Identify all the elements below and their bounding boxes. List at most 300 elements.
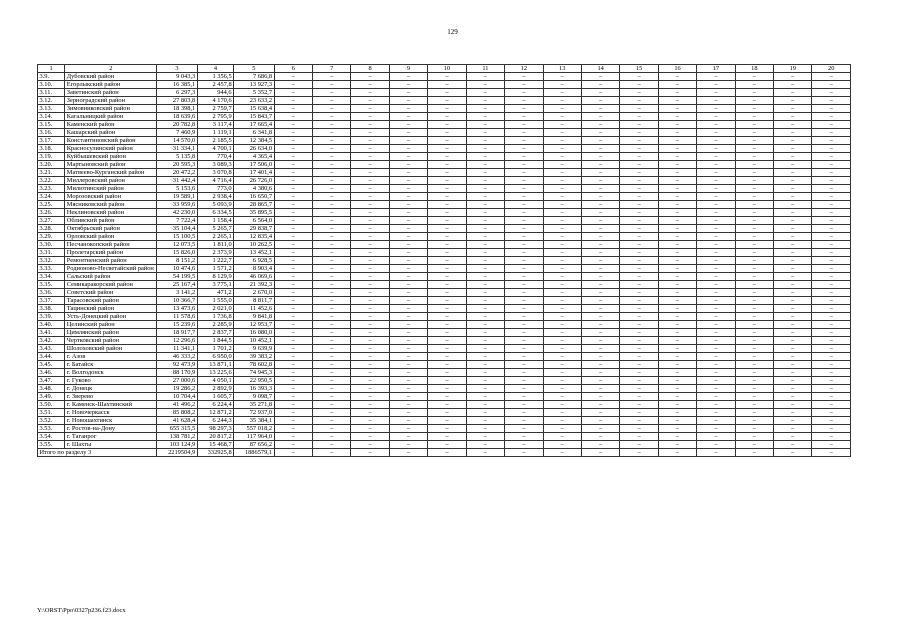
row-number: 3.17.: [38, 137, 65, 145]
district-name: Заветинский район: [65, 89, 157, 97]
empty-cell: –: [313, 433, 351, 441]
empty-cell: –: [389, 401, 427, 409]
empty-cell: –: [313, 441, 351, 449]
empty-cell: –: [466, 257, 504, 265]
empty-cell: –: [735, 369, 773, 377]
empty-cell: –: [620, 217, 658, 225]
regional-value: 2 892,9: [197, 385, 233, 393]
empty-cell: –: [620, 89, 658, 97]
empty-cell: –: [428, 305, 466, 313]
empty-cell: –: [620, 209, 658, 217]
empty-cell: –: [274, 241, 312, 249]
empty-cell: –: [389, 281, 427, 289]
empty-cell: –: [812, 121, 851, 129]
empty-cell: –: [466, 193, 504, 201]
empty-cell: –: [505, 433, 543, 441]
empty-cell: –: [697, 273, 735, 281]
empty-cell: –: [428, 401, 466, 409]
regional-value: 3 089,3: [197, 161, 233, 169]
empty-cell: –: [389, 305, 427, 313]
empty-cell: –: [812, 209, 851, 217]
row-number: 3.45.: [38, 361, 65, 369]
empty-cell: –: [466, 393, 504, 401]
local-value: 4 380,6: [234, 185, 274, 193]
empty-cell: –: [351, 289, 389, 297]
empty-cell: –: [351, 169, 389, 177]
total-value: 25 167,4: [157, 281, 197, 289]
empty-cell: –: [428, 273, 466, 281]
empty-cell: –: [351, 305, 389, 313]
empty-cell: –: [543, 177, 581, 185]
row-number: 3.20.: [38, 161, 65, 169]
empty-cell: –: [735, 145, 773, 153]
empty-cell: –: [505, 73, 543, 81]
empty-cell: –: [812, 337, 851, 345]
empty-cell: –: [543, 401, 581, 409]
table-row: [38, 401, 851, 409]
total-value: 11 578,6: [157, 313, 197, 321]
empty-cell: –: [466, 233, 504, 241]
local-value: 26 634,0: [234, 145, 274, 153]
total-value: 20 782,8: [157, 121, 197, 129]
empty-cell: –: [313, 209, 351, 217]
local-value: 6 928,5: [234, 257, 274, 265]
local-value: 9 841,8: [234, 313, 274, 321]
empty-cell: –: [774, 81, 812, 89]
empty-cell: –: [274, 89, 312, 97]
district-name: г. Новочеркасск: [65, 409, 157, 417]
empty-cell: –: [581, 401, 619, 409]
row-number: 3.13.: [38, 105, 65, 113]
empty-cell: –: [774, 425, 812, 433]
row-number: 3.53.: [38, 425, 65, 433]
district-name: Цимлянский район: [65, 329, 157, 337]
regional-value: 2 021,0: [197, 305, 233, 313]
table-row: [38, 153, 851, 161]
empty-cell: –: [543, 209, 581, 217]
empty-cell: –: [313, 81, 351, 89]
empty-cell: –: [735, 249, 773, 257]
local-value: 1886579,1: [234, 449, 274, 457]
district-name: г. Батайск: [65, 361, 157, 369]
total-value: 18 398,1: [157, 105, 197, 113]
empty-cell: –: [658, 273, 696, 281]
empty-cell: –: [812, 449, 851, 457]
empty-cell: –: [428, 169, 466, 177]
empty-cell: –: [389, 329, 427, 337]
table-row: [38, 241, 851, 249]
empty-cell: –: [466, 401, 504, 409]
empty-cell: –: [505, 177, 543, 185]
empty-cell: –: [313, 113, 351, 121]
empty-cell: –: [620, 241, 658, 249]
empty-cell: –: [351, 401, 389, 409]
table-row: [38, 433, 851, 441]
empty-cell: –: [389, 225, 427, 233]
empty-cell: –: [581, 321, 619, 329]
empty-cell: –: [543, 377, 581, 385]
table-row: [38, 305, 851, 313]
empty-cell: –: [466, 313, 504, 321]
empty-cell: –: [774, 273, 812, 281]
empty-cell: –: [466, 305, 504, 313]
empty-cell: –: [428, 145, 466, 153]
empty-cell: –: [428, 153, 466, 161]
empty-cell: –: [581, 441, 619, 449]
empty-cell: –: [505, 233, 543, 241]
regional-value: 471,2: [197, 289, 233, 297]
empty-cell: –: [774, 89, 812, 97]
regional-value: 1 119,1: [197, 129, 233, 137]
empty-cell: –: [581, 377, 619, 385]
empty-cell: –: [581, 217, 619, 225]
row-number: 3.37.: [38, 297, 65, 305]
empty-cell: –: [735, 409, 773, 417]
local-value: 7 686,8: [234, 73, 274, 81]
empty-cell: –: [428, 81, 466, 89]
empty-cell: –: [274, 257, 312, 265]
row-number: 3.49.: [38, 393, 65, 401]
empty-cell: –: [274, 161, 312, 169]
empty-cell: –: [620, 369, 658, 377]
total-value: 10 704,4: [157, 393, 197, 401]
district-name: Неклиновский район: [65, 209, 157, 217]
empty-cell: –: [812, 177, 851, 185]
empty-cell: –: [466, 337, 504, 345]
empty-cell: –: [735, 393, 773, 401]
empty-cell: –: [313, 273, 351, 281]
empty-cell: –: [389, 209, 427, 217]
column-number: 3: [157, 65, 197, 73]
empty-cell: –: [774, 441, 812, 449]
empty-cell: –: [581, 305, 619, 313]
empty-cell: –: [620, 273, 658, 281]
empty-cell: –: [505, 161, 543, 169]
row-number: 3.43.: [38, 345, 65, 353]
row-number: 3.32.: [38, 257, 65, 265]
empty-cell: –: [581, 345, 619, 353]
empty-cell: –: [351, 225, 389, 233]
empty-cell: –: [389, 73, 427, 81]
local-value: 8 903,4: [234, 265, 274, 273]
empty-cell: –: [505, 209, 543, 217]
empty-cell: –: [581, 225, 619, 233]
empty-cell: –: [658, 449, 696, 457]
empty-cell: –: [351, 425, 389, 433]
local-value: 15 638,4: [234, 105, 274, 113]
row-number: 3.46.: [38, 369, 65, 377]
empty-cell: –: [581, 329, 619, 337]
empty-cell: –: [505, 417, 543, 425]
empty-cell: –: [505, 441, 543, 449]
table-row: [38, 313, 851, 321]
total-value: 92 473,9: [157, 361, 197, 369]
regional-value: 13 871,1: [197, 361, 233, 369]
empty-cell: –: [697, 449, 735, 457]
row-number: 3.9.: [38, 73, 65, 81]
empty-cell: –: [735, 89, 773, 97]
empty-cell: –: [697, 153, 735, 161]
empty-cell: –: [466, 113, 504, 121]
empty-cell: –: [735, 113, 773, 121]
empty-cell: –: [774, 73, 812, 81]
empty-cell: –: [774, 369, 812, 377]
regional-value: 6 224,4: [197, 401, 233, 409]
empty-cell: –: [774, 97, 812, 105]
empty-cell: –: [774, 321, 812, 329]
empty-cell: –: [812, 361, 851, 369]
empty-cell: –: [274, 289, 312, 297]
empty-cell: –: [351, 105, 389, 113]
district-name: Егорлыкский район: [65, 81, 157, 89]
empty-cell: –: [351, 433, 389, 441]
regional-value: 8 129,9: [197, 273, 233, 281]
district-name: Миллеровский район: [65, 177, 157, 185]
table-row: [38, 201, 851, 209]
total-value: 19 589,1: [157, 193, 197, 201]
empty-cell: –: [428, 137, 466, 145]
local-value: 23 633,2: [234, 97, 274, 105]
total-value: 27 803,8: [157, 97, 197, 105]
total-value: 6 297,3: [157, 89, 197, 97]
empty-cell: –: [812, 345, 851, 353]
table-row: [38, 257, 851, 265]
empty-cell: –: [697, 97, 735, 105]
column-number: 8: [351, 65, 389, 73]
table-row: [38, 161, 851, 169]
empty-cell: –: [774, 345, 812, 353]
row-number: 3.48.: [38, 385, 65, 393]
empty-cell: –: [466, 217, 504, 225]
empty-cell: –: [620, 449, 658, 457]
total-value: 7 460,9: [157, 129, 197, 137]
empty-cell: –: [543, 345, 581, 353]
empty-cell: –: [812, 329, 851, 337]
empty-cell: –: [274, 361, 312, 369]
empty-cell: –: [812, 425, 851, 433]
empty-cell: –: [658, 73, 696, 81]
empty-cell: –: [466, 369, 504, 377]
row-number: 3.50.: [38, 401, 65, 409]
empty-cell: –: [658, 129, 696, 137]
empty-cell: –: [735, 337, 773, 345]
district-name: Целинский район: [65, 321, 157, 329]
empty-cell: –: [351, 97, 389, 105]
regional-value: 2 265,1: [197, 233, 233, 241]
column-number: 16: [658, 65, 696, 73]
empty-cell: –: [313, 337, 351, 345]
empty-cell: –: [812, 417, 851, 425]
empty-cell: –: [428, 113, 466, 121]
empty-cell: –: [735, 105, 773, 113]
empty-cell: –: [274, 401, 312, 409]
empty-cell: –: [313, 153, 351, 161]
empty-cell: –: [274, 225, 312, 233]
total-value: 31 334,1: [157, 145, 197, 153]
empty-cell: –: [581, 385, 619, 393]
empty-cell: –: [505, 409, 543, 417]
empty-cell: –: [620, 97, 658, 105]
empty-cell: –: [581, 249, 619, 257]
empty-cell: –: [274, 385, 312, 393]
empty-cell: –: [774, 249, 812, 257]
empty-cell: –: [735, 129, 773, 137]
empty-cell: –: [274, 217, 312, 225]
empty-cell: –: [543, 393, 581, 401]
empty-cell: –: [658, 433, 696, 441]
empty-cell: –: [620, 361, 658, 369]
empty-cell: –: [658, 105, 696, 113]
empty-cell: –: [505, 321, 543, 329]
empty-cell: –: [274, 321, 312, 329]
empty-cell: –: [313, 401, 351, 409]
empty-cell: –: [428, 297, 466, 305]
local-value: 17 665,4: [234, 121, 274, 129]
empty-cell: –: [466, 353, 504, 361]
empty-cell: –: [351, 409, 389, 417]
empty-cell: –: [735, 193, 773, 201]
empty-cell: –: [313, 257, 351, 265]
empty-cell: –: [351, 257, 389, 265]
local-value: 117 964,0: [234, 433, 274, 441]
empty-cell: –: [658, 217, 696, 225]
total-value: 18 639,6: [157, 113, 197, 121]
empty-cell: –: [812, 161, 851, 169]
local-value: 12 835,4: [234, 233, 274, 241]
empty-cell: –: [389, 369, 427, 377]
table-row: [38, 329, 851, 337]
table-row: [38, 265, 851, 273]
empty-cell: –: [274, 425, 312, 433]
empty-cell: –: [620, 137, 658, 145]
empty-cell: –: [658, 81, 696, 89]
empty-cell: –: [697, 305, 735, 313]
empty-cell: –: [428, 217, 466, 225]
empty-cell: –: [543, 185, 581, 193]
total-value: 13 473,6: [157, 305, 197, 313]
row-number: 3.23.: [38, 185, 65, 193]
empty-cell: –: [697, 145, 735, 153]
empty-cell: –: [581, 433, 619, 441]
empty-cell: –: [351, 393, 389, 401]
empty-cell: –: [505, 193, 543, 201]
empty-cell: –: [658, 145, 696, 153]
empty-cell: –: [620, 281, 658, 289]
empty-cell: –: [389, 217, 427, 225]
empty-cell: –: [505, 297, 543, 305]
regional-value: 332925,8: [197, 449, 233, 457]
empty-cell: –: [351, 233, 389, 241]
empty-cell: –: [697, 377, 735, 385]
empty-cell: –: [658, 361, 696, 369]
regional-value: 1 701,2: [197, 345, 233, 353]
empty-cell: –: [543, 241, 581, 249]
local-value: 6 564,0: [234, 217, 274, 225]
empty-cell: –: [543, 97, 581, 105]
empty-cell: –: [543, 273, 581, 281]
empty-cell: –: [620, 265, 658, 273]
local-value: 16 393,3: [234, 385, 274, 393]
column-number: 1: [38, 65, 65, 73]
empty-cell: –: [812, 385, 851, 393]
empty-cell: –: [735, 361, 773, 369]
empty-cell: –: [620, 121, 658, 129]
empty-cell: –: [774, 137, 812, 145]
column-number: 4: [197, 65, 233, 73]
empty-cell: –: [313, 105, 351, 113]
total-value: 41 496,2: [157, 401, 197, 409]
column-number-row: [38, 65, 851, 73]
empty-cell: –: [543, 153, 581, 161]
empty-cell: –: [543, 425, 581, 433]
empty-cell: –: [351, 449, 389, 457]
row-number: 3.28.: [38, 225, 65, 233]
empty-cell: –: [620, 441, 658, 449]
empty-cell: –: [735, 81, 773, 89]
empty-cell: –: [735, 137, 773, 145]
empty-cell: –: [505, 401, 543, 409]
empty-cell: –: [581, 273, 619, 281]
empty-cell: –: [351, 337, 389, 345]
regional-value: 1 605,7: [197, 393, 233, 401]
empty-cell: –: [658, 425, 696, 433]
regional-value: 13 225,6: [197, 369, 233, 377]
empty-cell: –: [620, 337, 658, 345]
table-row: [38, 169, 851, 177]
empty-cell: –: [428, 425, 466, 433]
empty-cell: –: [505, 449, 543, 457]
empty-cell: –: [428, 449, 466, 457]
empty-cell: –: [543, 281, 581, 289]
empty-cell: –: [581, 369, 619, 377]
local-value: 16 650,7: [234, 193, 274, 201]
empty-cell: –: [735, 425, 773, 433]
empty-cell: –: [620, 177, 658, 185]
empty-cell: –: [466, 409, 504, 417]
empty-cell: –: [466, 73, 504, 81]
empty-cell: –: [735, 257, 773, 265]
empty-cell: –: [774, 145, 812, 153]
empty-cell: –: [313, 97, 351, 105]
table-row: [38, 233, 851, 241]
district-name: Семикаракорский район: [65, 281, 157, 289]
empty-cell: –: [313, 161, 351, 169]
empty-cell: –: [351, 113, 389, 121]
empty-cell: –: [697, 369, 735, 377]
total-value: 88 170,9: [157, 369, 197, 377]
table-row: [38, 105, 851, 113]
regional-value: 2 457,8: [197, 81, 233, 89]
empty-cell: –: [389, 337, 427, 345]
empty-cell: –: [466, 177, 504, 185]
total-value: 27 000,6: [157, 377, 197, 385]
empty-cell: –: [543, 161, 581, 169]
empty-cell: –: [581, 393, 619, 401]
empty-cell: –: [620, 105, 658, 113]
empty-cell: –: [581, 449, 619, 457]
local-value: 557 018,2: [234, 425, 274, 433]
empty-cell: –: [735, 169, 773, 177]
empty-cell: –: [581, 361, 619, 369]
empty-cell: –: [658, 417, 696, 425]
row-number: 3.26.: [38, 209, 65, 217]
empty-cell: –: [620, 201, 658, 209]
district-name: Морозовский район: [65, 193, 157, 201]
empty-cell: –: [620, 377, 658, 385]
empty-cell: –: [466, 273, 504, 281]
district-name: Кагальницкий район: [65, 113, 157, 121]
empty-cell: –: [351, 313, 389, 321]
